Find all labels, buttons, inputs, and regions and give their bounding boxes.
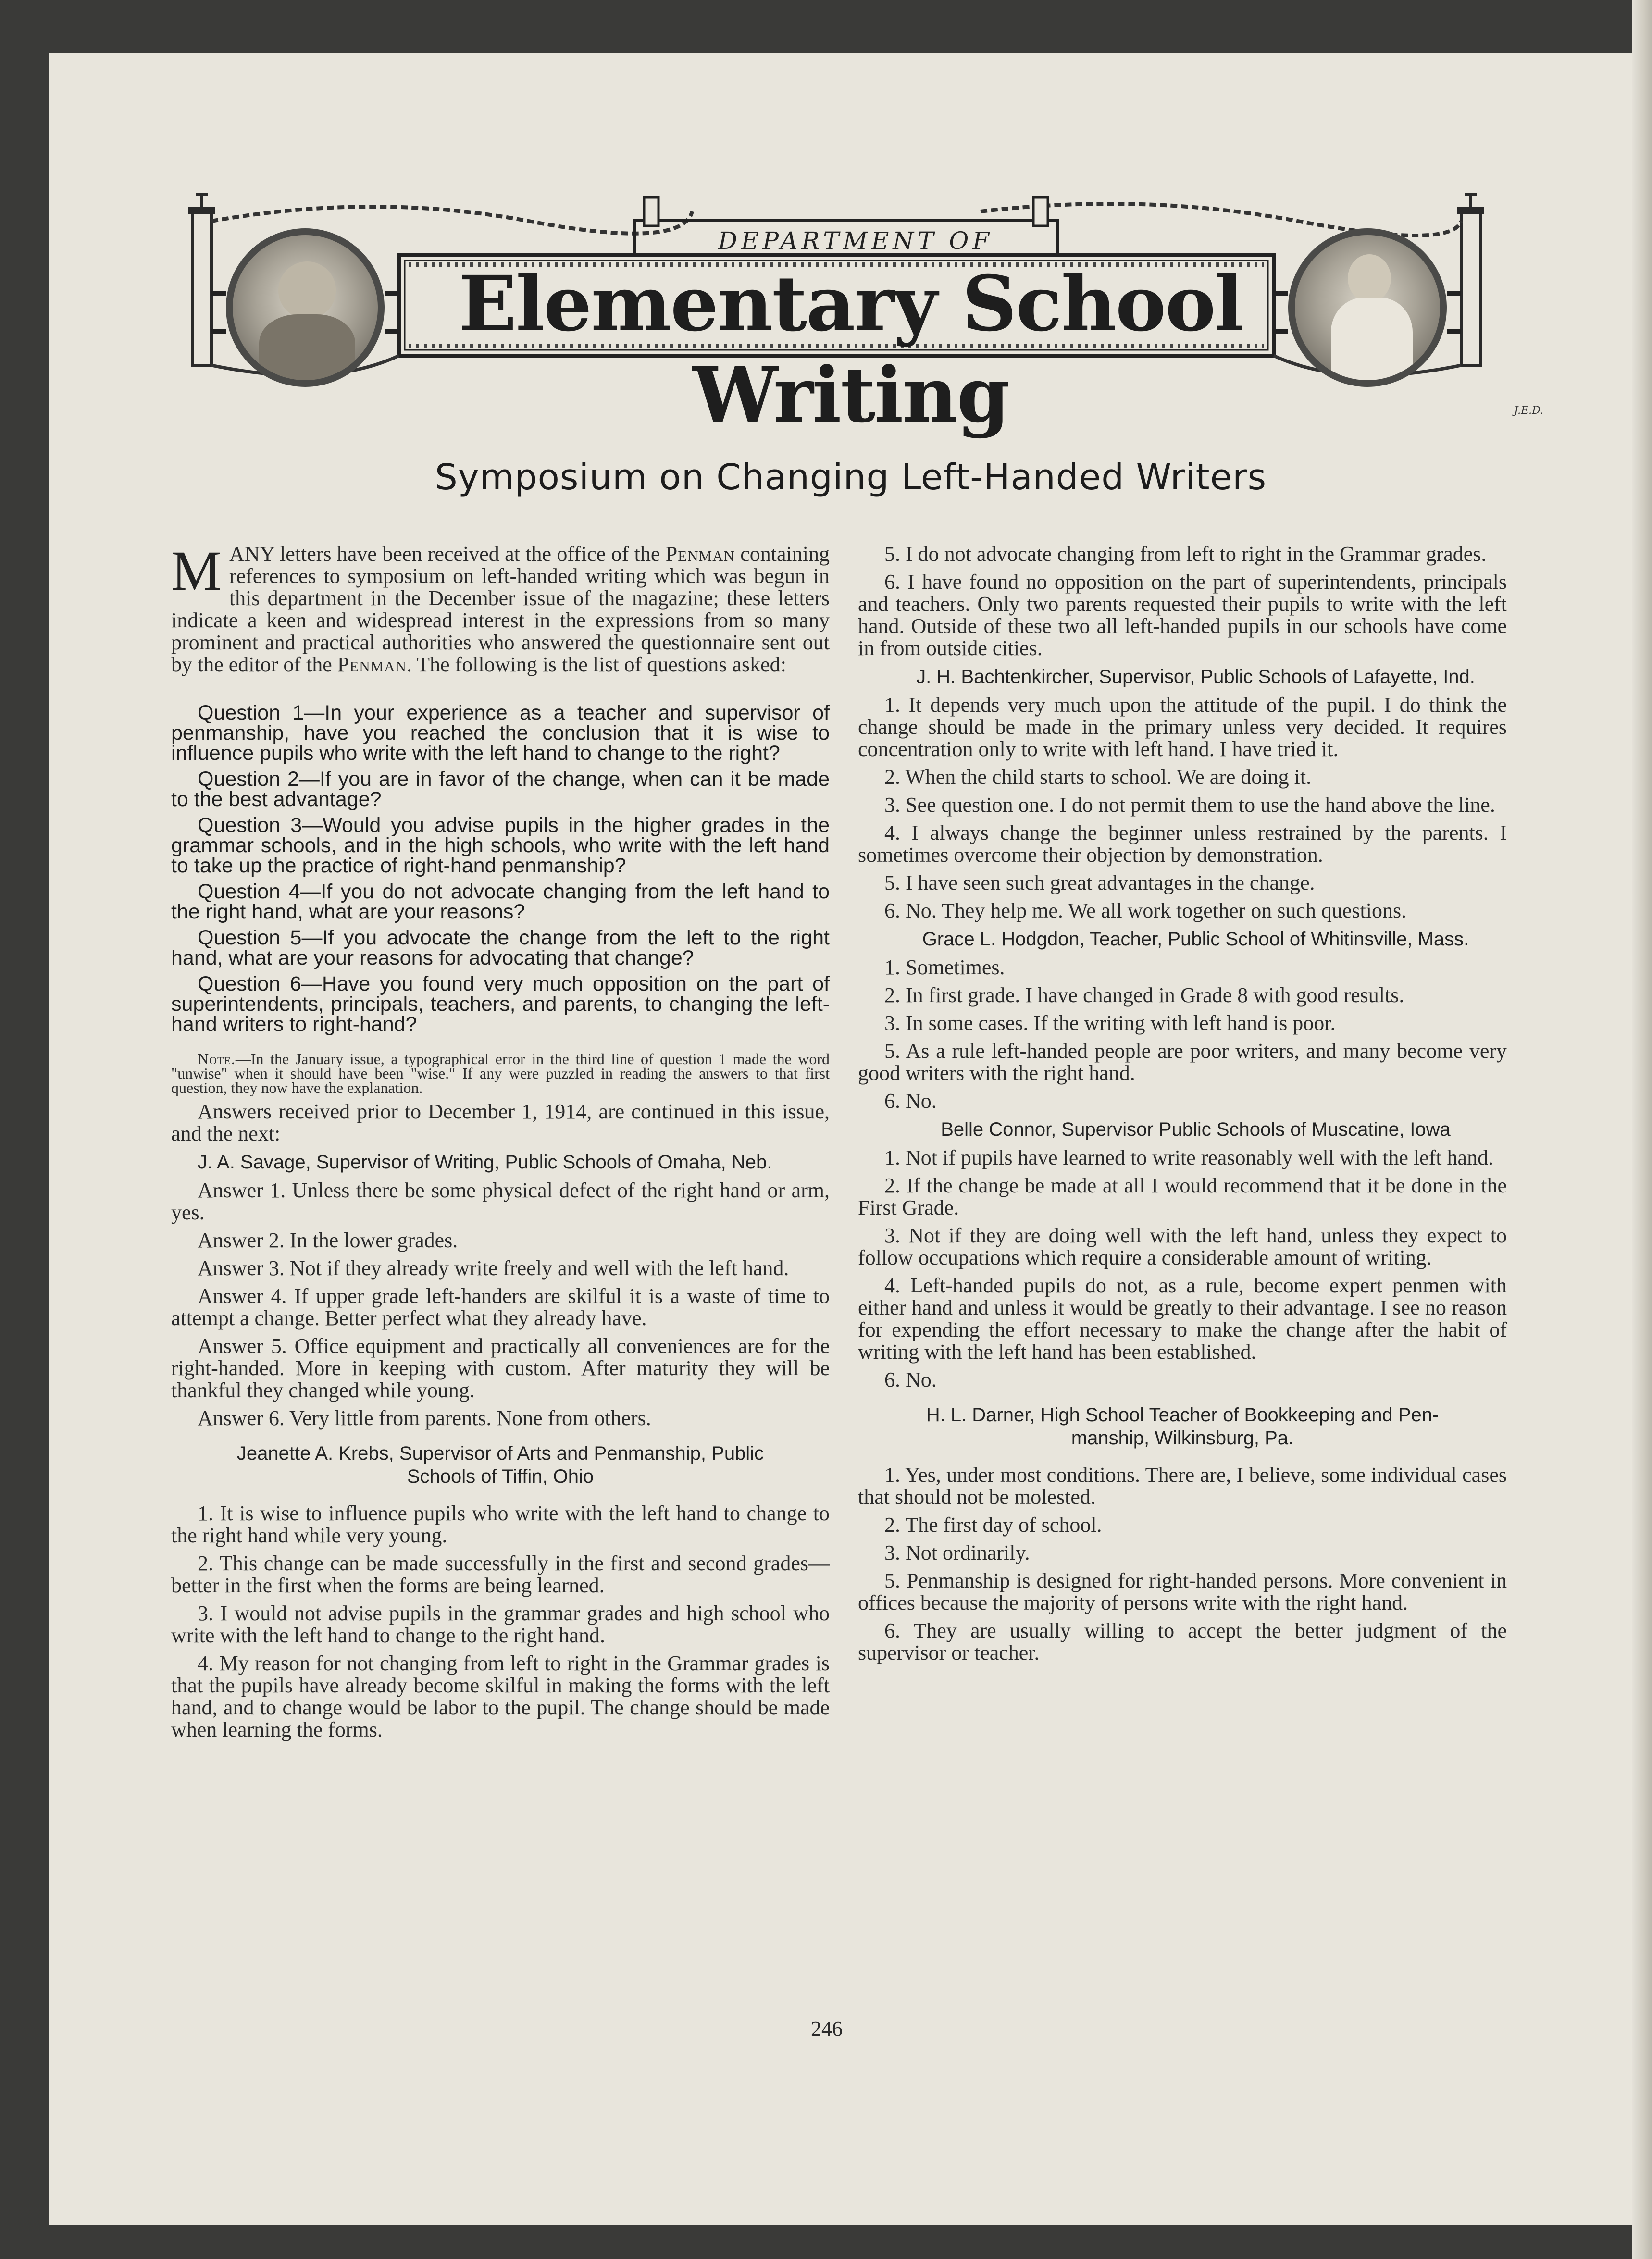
answer-item: Answer 2. In the lower grades. bbox=[198, 1229, 458, 1252]
question-item: Question 1—In your experience as a teacher and supervisor of penmanship, have you reached the conclusion that it is wise to influence pupils who write with the left hand to change to the right? bbox=[171, 701, 830, 765]
respondent-savage: J. A. Savage, Supervisor of Writing, Public Schools of Omaha, Neb. bbox=[198, 1152, 772, 1173]
question-item: Question 5—If you advocate the change from the left to the right hand, what are your reasons for advocating that change? bbox=[171, 926, 830, 969]
answer-item: 1. Sometimes. bbox=[884, 956, 1005, 979]
right-column bbox=[858, 543, 1507, 1670]
answer-item: 4. Left-handed pupils do not, as a rule, become expert penmen with either hand and unless it would be greatly to their advantage. I see no reason for expending the effort necessary to make the change after the habit of writing with the left hand has been established. bbox=[858, 1274, 1507, 1364]
artist-monogram: J.E.D. bbox=[1514, 405, 1544, 417]
answer-item: 1. Yes, under most conditions. There are, I believe, some individual cases that should not be molested. bbox=[858, 1463, 1507, 1509]
answer-item: 2. The first day of school. bbox=[884, 1513, 1102, 1537]
answer-item: 5. I do not advocate changing from left to right in the Grammar grades. bbox=[884, 542, 1487, 566]
answer-item: 6. I have found no opposition on the part of superintendents, principals and teachers. Only two parents requested their pupils to write with the left hand. Outside of these two all left-handed pupils in our schools have come in from outside cities. bbox=[858, 570, 1507, 660]
answer-item: 2. In first grade. I have changed in Grade 8 with good results. bbox=[884, 983, 1404, 1007]
drop-cap: M bbox=[171, 539, 222, 602]
answer-item: 2. When the child starts to school. We are doing it. bbox=[884, 765, 1312, 789]
answer-item: Answer 3. Not if they already write freely and well with the left hand. bbox=[198, 1256, 789, 1280]
girl-writing-photo bbox=[226, 228, 385, 387]
boy-writing-photo bbox=[1288, 228, 1447, 387]
answer-item: 5. I have seen such great advantages in the change. bbox=[884, 871, 1315, 894]
answer-item: 1. Not if pupils have learned to write reasonably well with the left hand. bbox=[884, 1146, 1494, 1169]
answers-intro: Answers received prior to December 1, 1914, are continued in this issue, and the next: bbox=[171, 1100, 830, 1145]
respondent-darner: H. L. Darner, High School Teacher of Bookkeeping and Pen- manship, Wilkinsburg, Pa. bbox=[926, 1404, 1439, 1449]
intro-paragraph: MANY letters have been received at the office of the Penman containing references to symposium on left-handed writing which was begun in this department in the December issue of the magazine; these letters indicate a keen and widespread interest in the expressions from so many prominent and practical authorities who answered the questionnaire sent out by the editor of the Penman. The following is the list of questions asked: bbox=[171, 539, 830, 676]
respondent-hodgdon: Grace L. Hodgdon, Teacher, Public School of Whitinsville, Mass. bbox=[922, 929, 1469, 950]
answer-item: 3. Not if they are doing well with the left hand, unless they expect to follow occupations which require a considerable amount of writing. bbox=[858, 1224, 1507, 1269]
answer-item: Answer 1. Unless there be some physical defect of the right hand or arm, yes. bbox=[171, 1179, 830, 1224]
answer-item: 5. Penmanship is designed for right-handed persons. More convenient in offices because the majority of persons write with the right hand. bbox=[858, 1569, 1507, 1614]
book-spine-edge bbox=[1632, 0, 1652, 2259]
respondent-bachtenkircher: J. H. Bachtenkircher, Supervisor, Public Schools of Lafayette, Ind. bbox=[916, 666, 1475, 687]
editor-note: Note.—In the January issue, a typographical error in the third line of question 1 made the word "unwise" when it should have been "wise." If any were puzzled in reading the answers to that first question, they now have the explanation. bbox=[171, 1050, 830, 1096]
answer-item: 1. It depends very much upon the attitude of the pupil. I do think the change should be made in the primary unless very decided. It requires concentration only to write with left hand. I have tried it. bbox=[858, 693, 1507, 761]
answer-item: 3. Not ordinarily. bbox=[884, 1541, 1030, 1564]
answer-item: 3. See question one. I do not permit them to use the hand above the line. bbox=[884, 793, 1495, 817]
department-header-banner bbox=[183, 149, 1544, 440]
answer-item: 2. If the change be made at all I would recommend that it be done in the First Grade. bbox=[858, 1174, 1507, 1219]
answer-item: Answer 6. Very little from parents. None from others. bbox=[198, 1406, 651, 1430]
answer-item: Answer 5. Office equipment and practically all conveniences are for the right-handed. More in keeping with custom. After maturity they will be thankful they changed while young. bbox=[171, 1334, 830, 1402]
question-item: Question 4—If you do not advocate changing from the left hand to the right hand, what are your reasons? bbox=[171, 880, 830, 923]
question-item: Question 3—Would you advise pupils in the higher grades in the grammar schools, and in the high schools, who write with the left hand to take up the practice of right-hand penmanship? bbox=[171, 814, 830, 877]
respondent-krebs: Jeanette A. Krebs, Supervisor of Arts and Penmanship, Public Schools of Tiffin, Ohio bbox=[236, 1443, 764, 1487]
answer-item: 2. This change can be made successfully in the first and second grades—better in the first when the forms are being learned. bbox=[171, 1552, 830, 1597]
answer-item: 1. It is wise to influence pupils who write with the left hand to change to the right hand while very young. bbox=[171, 1502, 830, 1547]
question-item: Question 2—If you are in favor of the change, when can it be made to the best advantage? bbox=[171, 768, 830, 811]
article-title: Symposium on Changing Left-Handed Writers bbox=[435, 457, 1267, 498]
respondent-connor: Belle Connor, Supervisor Public Schools of Muscatine, Iowa bbox=[941, 1119, 1451, 1140]
page-number: 246 bbox=[811, 2017, 843, 2040]
left-column bbox=[171, 539, 830, 1747]
answer-item: 6. They are usually willing to accept the better judgment of the supervisor or teacher. bbox=[858, 1619, 1507, 1664]
answer-item: 6. No. bbox=[884, 1368, 937, 1391]
question-list bbox=[171, 703, 830, 1034]
department-title: Elementary School Writing bbox=[459, 260, 1243, 440]
question-item: Question 6—Have you found very much opposition on the part of superintendents, principals, teachers, and parents, to changing the left-hand writers to right-hand? bbox=[171, 972, 830, 1036]
department-label: DEPARTMENT OF bbox=[718, 227, 994, 255]
answer-item: 4. My reason for not changing from left to right in the Grammar grades is that the pupils have already become skilful in making the forms with the left hand, and to change would be labor to the pupil. The change should be made when learning the forms. bbox=[171, 1651, 830, 1741]
answer-item: 6. No. bbox=[884, 1089, 937, 1113]
answer-item: Answer 4. If upper grade left-handers are skilful it is a waste of time to attempt a change. Better perfect what they already have. bbox=[171, 1284, 830, 1330]
answer-item: 6. No. They help me. We all work together on such questions. bbox=[884, 899, 1407, 922]
answer-item: 3. In some cases. If the writing with left hand is poor. bbox=[884, 1011, 1336, 1035]
answer-item: 5. As a rule left-handed people are poor writers, and many become very good writers with the right hand. bbox=[858, 1039, 1507, 1085]
answer-item: 4. I always change the beginner unless restrained by the parents. I sometimes overcome their objection by demonstration. bbox=[858, 821, 1507, 867]
answer-item: 3. I would not advise pupils in the grammar grades and high school who write with the left hand to change to the right hand. bbox=[171, 1601, 830, 1647]
